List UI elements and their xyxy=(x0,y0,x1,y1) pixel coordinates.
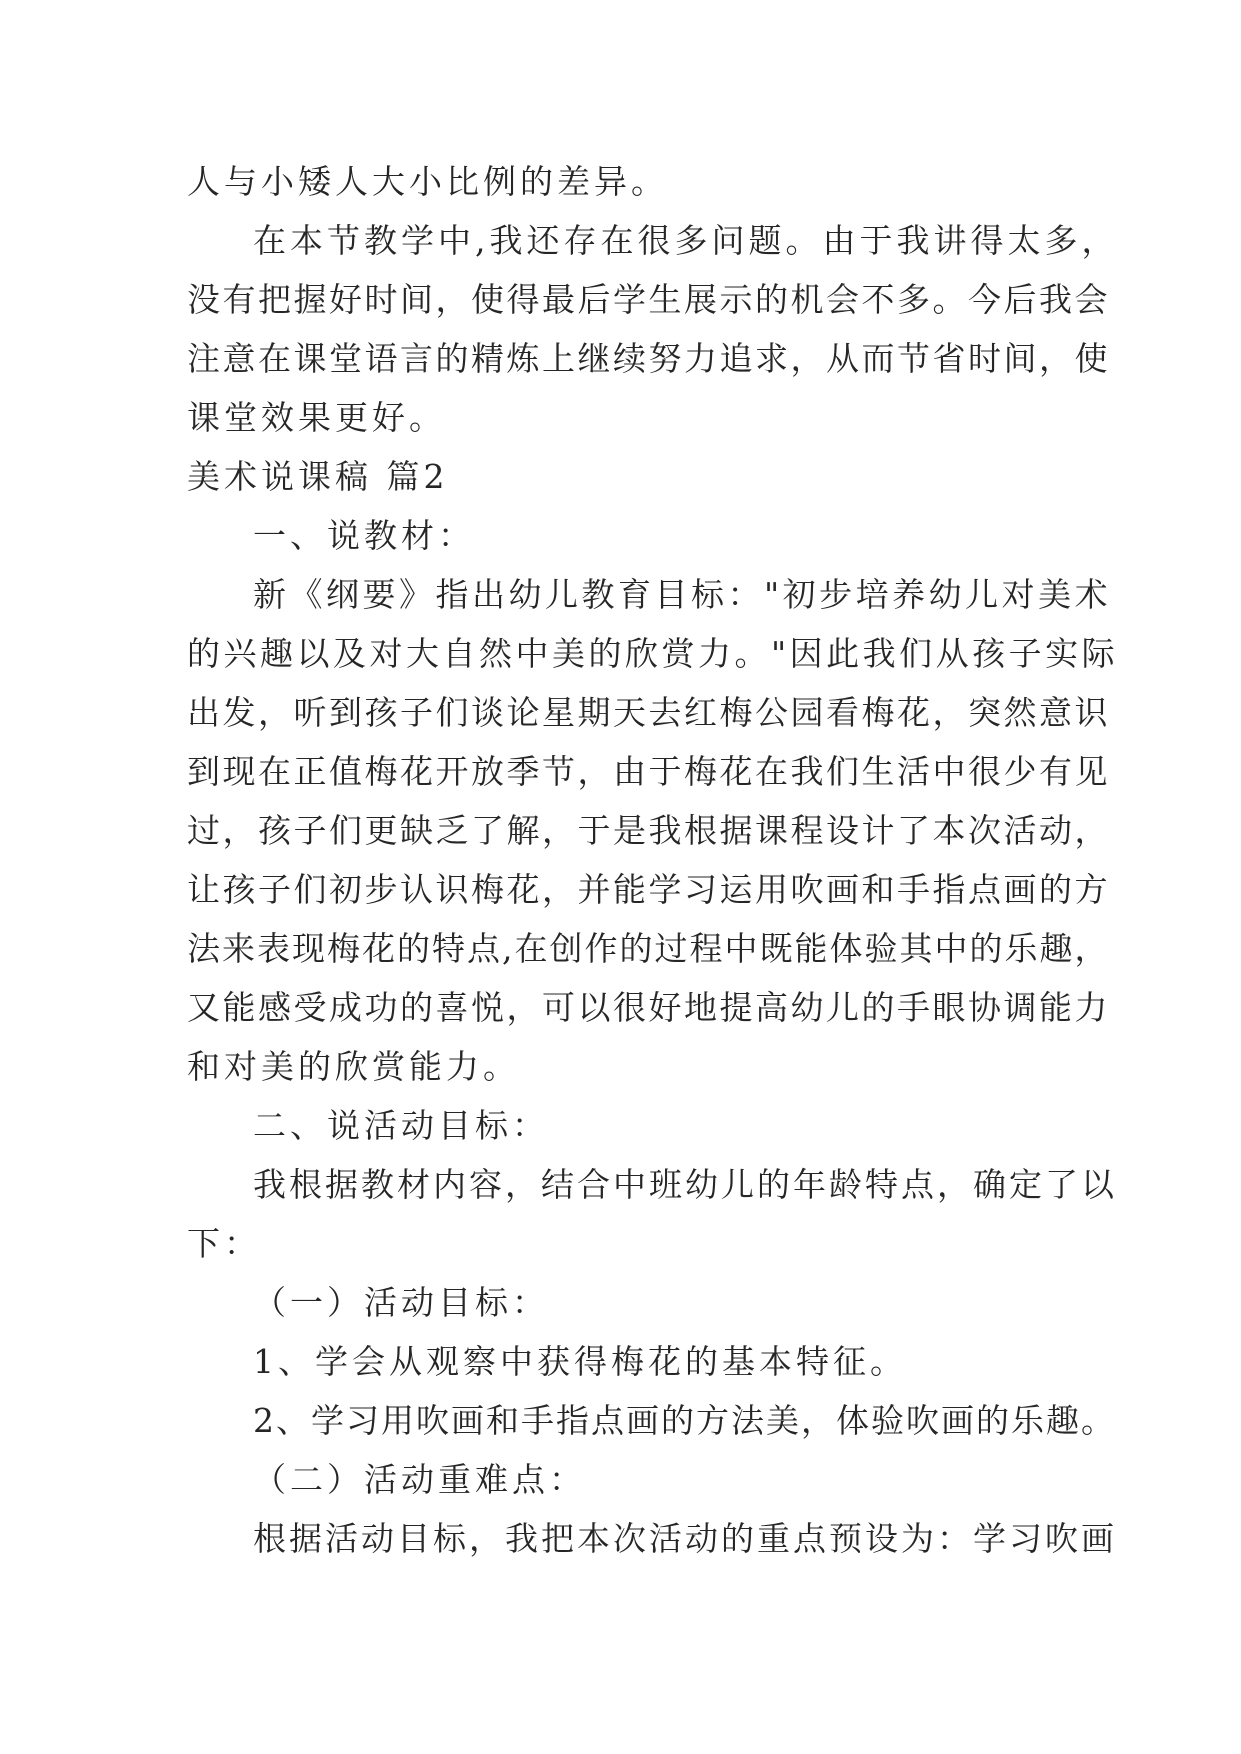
text-line: 一、说教材： xyxy=(253,516,475,555)
text-line: 我根据教材内容，结合中班幼儿的年龄特点，确定了以 xyxy=(253,1165,1117,1204)
text-line: 下： xyxy=(187,1224,261,1263)
text-line: 过，孩子们更缺乏了解，于是我根据课程设计了本次活动， xyxy=(187,811,1110,850)
text-line: 根据活动目标，我把本次活动的重点预设为：学习吹画 xyxy=(253,1519,1117,1558)
text-line: 又能感受成功的喜悦，可以很好地提高幼儿的手眼协调能力 xyxy=(187,988,1110,1027)
text-line: 2、学习用吹画和手指点画的方法美，体验吹画的乐趣。 xyxy=(253,1401,1116,1440)
text-line: 人与小矮人大小比例的差异。 xyxy=(187,162,668,201)
section-heading: 美术说课稿 篇2 xyxy=(187,457,449,496)
text-line: 在本节教学中,我还存在很多问题。由于我讲得太多， xyxy=(253,221,1119,260)
text-line: 1、学会从观察中获得梅花的基本特征。 xyxy=(253,1342,907,1381)
text-line: 没有把握好时间，使得最后学生展示的机会不多。今后我会 xyxy=(187,280,1110,319)
text-line: 让孩子们初步认识梅花，并能学习运用吹画和手指点画的方 xyxy=(187,870,1110,909)
text-line: 二、说活动目标： xyxy=(253,1106,549,1145)
text-line: 新《纲要》指出幼儿教育目标："初步培养幼儿对美术 xyxy=(253,575,1112,614)
text-line: 课堂效果更好。 xyxy=(187,398,446,437)
text-line: 法来表现梅花的特点,在创作的过程中既能体验其中的乐趣， xyxy=(187,929,1110,968)
text-line: （一）活动目标： xyxy=(253,1283,549,1322)
text-line: （二）活动重难点： xyxy=(253,1460,586,1499)
text-line: 和对美的欣赏能力。 xyxy=(187,1047,520,1086)
text-line: 注意在课堂语言的精炼上继续努力追求，从而节省时间，使 xyxy=(187,339,1110,378)
text-line: 到现在正值梅花开放季节，由于梅花在我们生活中很少有见 xyxy=(187,752,1110,791)
text-line: 出发，听到孩子们谈论星期天去红梅公园看梅花，突然意识 xyxy=(187,693,1110,732)
text-line: 的兴趣以及对大自然中美的欣赏力。"因此我们从孩子实际 xyxy=(187,634,1119,673)
